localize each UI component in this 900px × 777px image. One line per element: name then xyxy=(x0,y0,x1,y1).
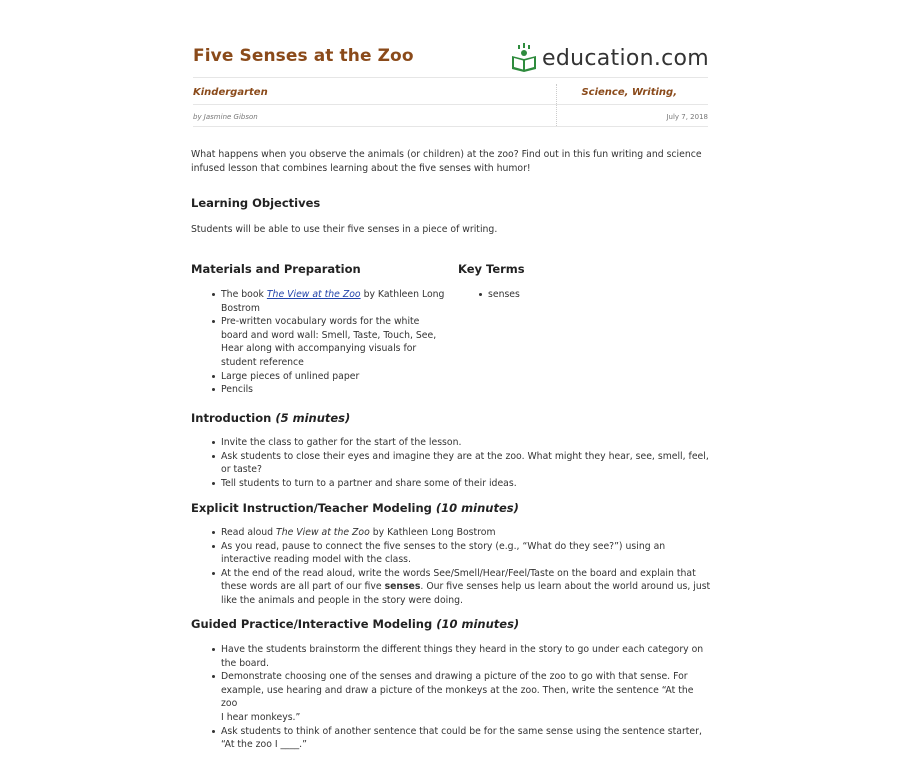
list-item: At the end of the read aloud, write the words See/Smell/Hear/Feel/Taste on the board and explain that these words are all part of our five senses. Our five senses help us learn about the world around us, just like the animals and people in the story were doing. xyxy=(191,567,711,608)
list-item: As you read, pause to connect the five senses to the story (e.g., “What do they see?”) using an interactive reading model with the class. xyxy=(191,540,711,567)
list-item: Tell students to turn to a partner and share some of their ideas. xyxy=(191,477,711,491)
introduction-heading: Introduction (5 minutes) xyxy=(191,411,351,425)
explicit-instruction-list xyxy=(191,526,711,608)
section-time: (10 minutes) xyxy=(435,501,519,515)
guided-practice-heading: Guided Practice/Interactive Modeling (10 minutes) xyxy=(191,617,520,631)
subjects-label: Science, Writing, xyxy=(581,87,677,98)
publish-date: July 7, 2018 xyxy=(666,113,708,121)
book-title: The View at the Zoo xyxy=(276,527,370,538)
intro-paragraph xyxy=(191,148,702,175)
list-item: Ask students to think of another sentence that could be for the same sense using the sentence starter, “At the zoo I ____.” xyxy=(191,725,711,752)
page-title: Five Senses at the Zoo xyxy=(193,46,414,66)
list-item: Invite the class to gather for the start of the lesson. xyxy=(191,436,711,450)
header-divider xyxy=(193,77,708,78)
introduction-list xyxy=(191,436,711,490)
book-link[interactable]: The View at the Zoo xyxy=(266,289,361,300)
list-item: Ask students to close their eyes and imagine they are at the zoo. What might they hear, see, smell, feel, or taste? xyxy=(191,450,711,477)
grade-label: Kindergarten xyxy=(193,87,268,98)
byline-divider xyxy=(193,126,708,127)
meta-divider xyxy=(556,84,557,126)
explicit-instruction-heading: Explicit Instruction/Teacher Modeling (10 minutes) xyxy=(191,501,519,515)
list-item: Have the students brainstorm the different things they heard in the story to go under each category on the board. xyxy=(191,643,711,670)
materials-heading: Materials and Preparation xyxy=(191,262,361,276)
intro-line: What happens when you observe the animals (or children) at the zoo? Find out in this fun writing and science xyxy=(191,149,702,160)
list-item: Read aloud The View at the Zoo by Kathleen Long Bostrom xyxy=(191,526,711,540)
list-item: Demonstrate choosing one of the senses and drawing a picture of the zoo to go with that sense. For example, use hearing and draw a picture of the monkeys at the zoo. Then, write the sentence “At the zoo I hear monkeys.” xyxy=(191,670,711,724)
key-terms-heading: Key Terms xyxy=(458,262,525,276)
learning-objectives-heading: Learning Objectives xyxy=(191,196,321,210)
book-reader-icon xyxy=(508,42,540,74)
list-item: Pencils xyxy=(191,383,461,397)
key-term-item: senses xyxy=(458,288,658,302)
guided-practice-list xyxy=(191,643,711,752)
section-time: (5 minutes) xyxy=(275,411,351,425)
key-term-bold: senses xyxy=(384,581,421,593)
section-time: (10 minutes) xyxy=(436,617,520,631)
key-terms-list xyxy=(458,288,658,302)
education-logo[interactable] xyxy=(508,42,709,74)
meta-divider-line xyxy=(193,104,708,105)
list-item: Pre-written vocabulary words for the white board and word wall: Smell, Taste, Touch, See, Hear along with accompanying visuals for student reference xyxy=(191,315,461,369)
author-byline: by Jasmine Gibson xyxy=(193,113,258,121)
logo-text: education.com xyxy=(542,45,710,71)
list-item: The book The View at the Zoo by Kathleen Long Bostrom xyxy=(191,288,461,315)
learning-objectives-text: Students will be able to use their five senses in a piece of writing. xyxy=(191,224,498,235)
intro-line: infused lesson that combines learning about the five senses with humor! xyxy=(191,162,531,174)
materials-list xyxy=(191,288,461,397)
list-item: Large pieces of unlined paper xyxy=(191,370,461,384)
